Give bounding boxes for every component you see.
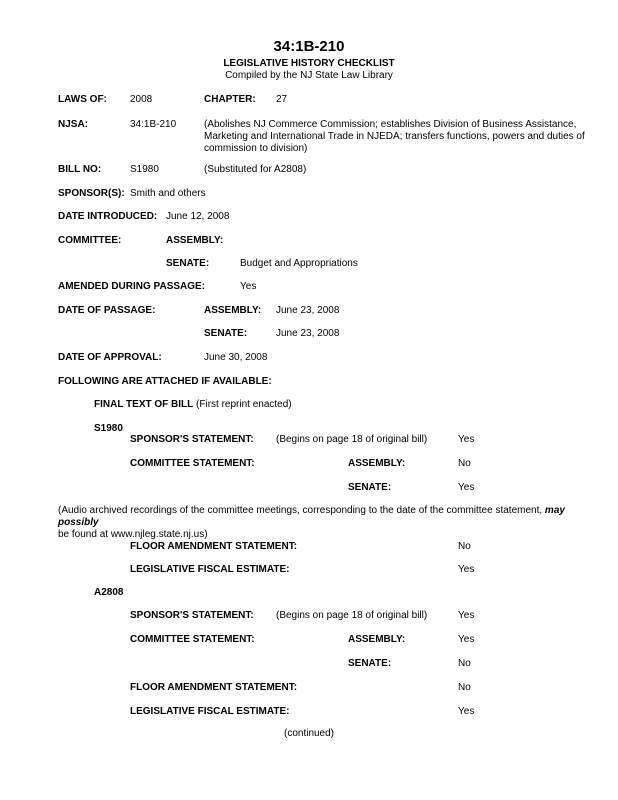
committee-senate-value: Budget and Appropriations <box>240 258 358 269</box>
s1980-assembly-label: ASSEMBLY: <box>348 458 406 469</box>
s1980-senate-label: SENATE: <box>348 482 392 493</box>
a2808-fiscal-value: Yes <box>458 706 475 717</box>
s1980-sponsor-note: (Begins on page 18 of original bill) <box>276 434 428 445</box>
s1980-label: S1980 <box>94 423 123 434</box>
final-text-label: FINAL TEXT OF BILL <box>94 399 194 410</box>
s1980-sponsor-value: Yes <box>458 434 475 445</box>
date-of-approval-label: DATE OF APPROVAL: <box>58 352 162 363</box>
committee-label: COMMITTEE: <box>58 235 122 246</box>
bill-no-label: BILL NO: <box>58 164 102 175</box>
date-of-passage-label: DATE OF PASSAGE: <box>58 305 156 316</box>
s1980-fiscal-label: LEGISLATIVE FISCAL ESTIMATE: <box>130 564 290 575</box>
compiled-by: Compiled by the NJ State Law Library <box>225 70 393 81</box>
njsa-value: 34:1B-210 <box>130 119 177 130</box>
page-title: 34:1B-210 <box>273 38 345 55</box>
continued-note: (continued) <box>283 728 335 739</box>
s1980-sponsor-label: SPONSOR'S STATEMENT: <box>130 434 254 445</box>
a2808-committee-label: COMMITTEE STATEMENT: <box>130 634 255 645</box>
njsa-label: NJSA: <box>58 119 89 130</box>
a2808-sponsor-value: Yes <box>458 610 475 621</box>
a2808-senate-value: No <box>458 658 471 669</box>
final-text-line <box>94 399 292 411</box>
amended-value: Yes <box>240 281 257 292</box>
laws-of-value: 2008 <box>130 94 153 105</box>
a2808-fiscal-label: LEGISLATIVE FISCAL ESTIMATE: <box>130 706 290 717</box>
passage-senate-label: SENATE: <box>204 328 248 339</box>
s1980-assembly-value: No <box>458 458 471 469</box>
chapter-label: CHAPTER: <box>204 94 256 105</box>
sponsors-value: Smith and others <box>130 188 206 199</box>
s1980-floor-label: FLOOR AMENDMENT STATEMENT: <box>130 541 298 552</box>
final-text-note: (First reprint enacted) <box>196 399 292 410</box>
njsa-description: (Abolishes NJ Commerce Commission; establishes Division of Business Assistance, Marketing and International Trade in NJEDA; transfers functions, powers and duties of commission to division) <box>204 119 585 154</box>
s1980-floor-value: No <box>458 541 471 552</box>
a2808-assembly-value: Yes <box>458 634 475 645</box>
date-of-approval-value: June 30, 2008 <box>204 352 268 363</box>
s1980-fiscal-value: Yes <box>458 564 475 575</box>
committee-senate-label: SENATE: <box>166 258 210 269</box>
date-introduced-value: June 12, 2008 <box>166 211 230 222</box>
a2808-label: A2808 <box>94 587 124 598</box>
audio-note-text: (Audio archived recordings of the committee meetings, corresponding to the date of the committee statement, <box>58 505 545 516</box>
bill-no-note: (Substituted for A2808) <box>204 164 307 175</box>
a2808-sponsor-label: SPONSOR'S STATEMENT: <box>130 610 254 621</box>
amended-label: AMENDED DURING PASSAGE: <box>58 281 206 292</box>
passage-senate-value: June 23, 2008 <box>276 328 340 339</box>
chapter-value: 27 <box>276 94 288 105</box>
audio-note-emphasis: may possibly <box>58 505 565 528</box>
a2808-assembly-label: ASSEMBLY: <box>348 634 406 645</box>
page-subtitle: LEGISLATIVE HISTORY CHECKLIST <box>223 58 395 69</box>
bill-no-value: S1980 <box>130 164 159 175</box>
laws-of-label: LAWS OF: <box>58 94 107 105</box>
sponsors-label: SPONSOR(S): <box>58 188 125 199</box>
a2808-sponsor-note: (Begins on page 18 of original bill) <box>276 610 428 621</box>
audio-note-url: be found at www.njleg.state.nj.us) <box>58 529 208 540</box>
s1980-senate-value: Yes <box>458 482 475 493</box>
attached-heading: FOLLOWING ARE ATTACHED IF AVAILABLE: <box>58 376 272 387</box>
passage-assembly-value: June 23, 2008 <box>276 305 340 316</box>
s1980-committee-label: COMMITTEE STATEMENT: <box>130 458 255 469</box>
a2808-floor-value: No <box>458 682 471 693</box>
a2808-senate-label: SENATE: <box>348 658 392 669</box>
date-introduced-label: DATE INTRODUCED: <box>58 211 158 222</box>
s1980-audio-note <box>58 505 603 541</box>
passage-assembly-label: ASSEMBLY: <box>204 305 262 316</box>
a2808-floor-label: FLOOR AMENDMENT STATEMENT: <box>130 682 298 693</box>
committee-assembly-label: ASSEMBLY: <box>166 235 224 246</box>
